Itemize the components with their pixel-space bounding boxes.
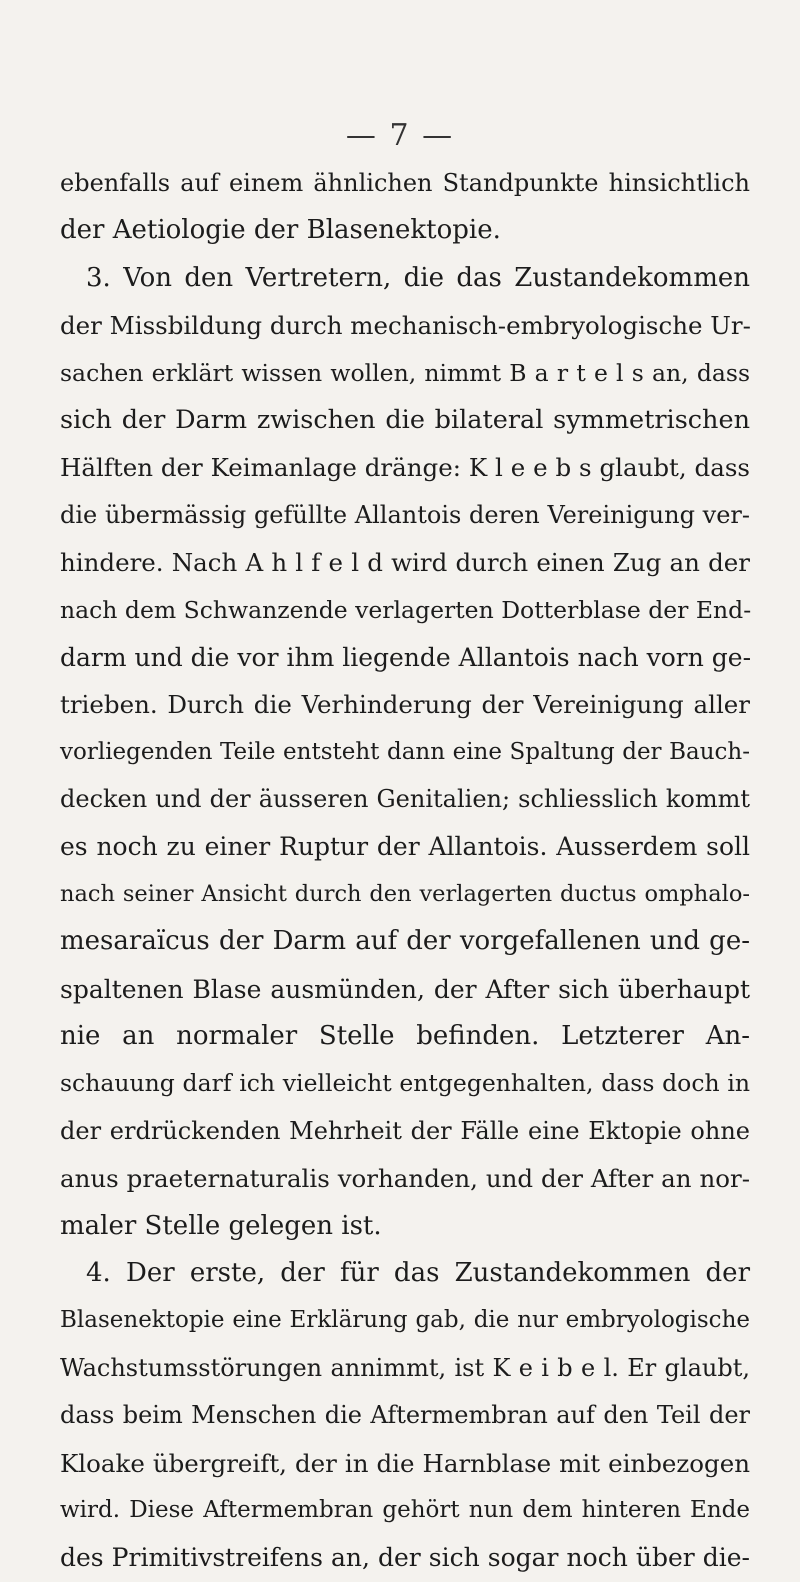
text-line: nach seiner Ansicht durch den verlagerten ductus omphalo- [60, 880, 750, 907]
text-line: der Missbildung durch mechanisch-embryologische Ur- [60, 311, 751, 341]
text-line: 4. Der erste, der für das Zustandekommen der [86, 1257, 750, 1288]
text-line: darm und die vor ihm liegende Allantois nach vorn ge- [60, 642, 752, 672]
text-line: dass beim Menschen die Aftermembran auf den Teil der [60, 1401, 750, 1430]
text-line: die übermässig gefüllte Allantois deren Vereinigung ver- [60, 500, 750, 529]
text-line: ebenfalls auf einem ähnlichen Standpunkte hinsichtlich [60, 169, 750, 197]
page-number: — 7 — [345, 118, 455, 153]
text-line: mesaraïcus der Darm auf der vorgefallenen und ge- [60, 926, 750, 957]
text-line: der Aetiologie der Blasenektopie. [60, 215, 501, 246]
text-line: Blasenektopie eine Erklärung gab, die nur embryologische [60, 1307, 750, 1334]
text-line: Wachstumsstörungen annimmt, ist K e i b e l. Er glaubt, [60, 1353, 750, 1382]
text-line: nach dem Schwanzende verlagerten Dotterblase der End- [60, 595, 752, 624]
text-line: schauung darf ich vielleicht entgegenhalten, dass doch in [60, 1069, 750, 1098]
text-line: wird. Diese Aftermembran gehört nun dem hinteren Ende [60, 1496, 750, 1523]
text-line: vorliegenden Teile entsteht dann eine Spaltung der Bauch- [60, 738, 750, 765]
text-line: maler Stelle gelegen ist. [60, 1210, 382, 1241]
text-line: decken und der äusseren Genitalien; schliesslich kommt [60, 785, 750, 814]
body-text [60, 160, 750, 1582]
text-line: Hälften der Keimanlage dränge: K l e e b s glaubt, dass [60, 453, 750, 483]
text-line: hindere. Nach A h l f e l d wird durch einen Zug an der [60, 548, 750, 578]
text-line: der erdrückenden Mehrheit der Fälle eine Ektopie ohne [60, 1116, 750, 1145]
text-line: spaltenen Blase ausmünden, der After sich überhaupt [60, 974, 750, 1004]
text-line: nie an normaler Stelle befinden. Letzterer An- [60, 1021, 750, 1052]
text-line: 3. Von den Vertretern, die das Zustandekommen [86, 262, 750, 293]
text-line: anus praeternaturalis vorhanden, und der After an nor- [60, 1164, 750, 1194]
text-line: trieben. Durch die Verhinderung der Vereinigung aller [60, 690, 750, 720]
text-line: Kloake übergreift, der in die Harnblase mit einbezogen [60, 1448, 750, 1478]
text-line: des Primitivstreifens an, der sich sogar noch über die- [60, 1543, 750, 1573]
text-line: es noch zu einer Ruptur der Allantois. Ausserdem soll [60, 832, 750, 862]
text-line: sich der Darm zwischen die bilateral symmetrischen [60, 404, 750, 435]
text-line: sachen erklärt wissen wollen, nimmt B a r t e l s an, dass [60, 358, 750, 387]
